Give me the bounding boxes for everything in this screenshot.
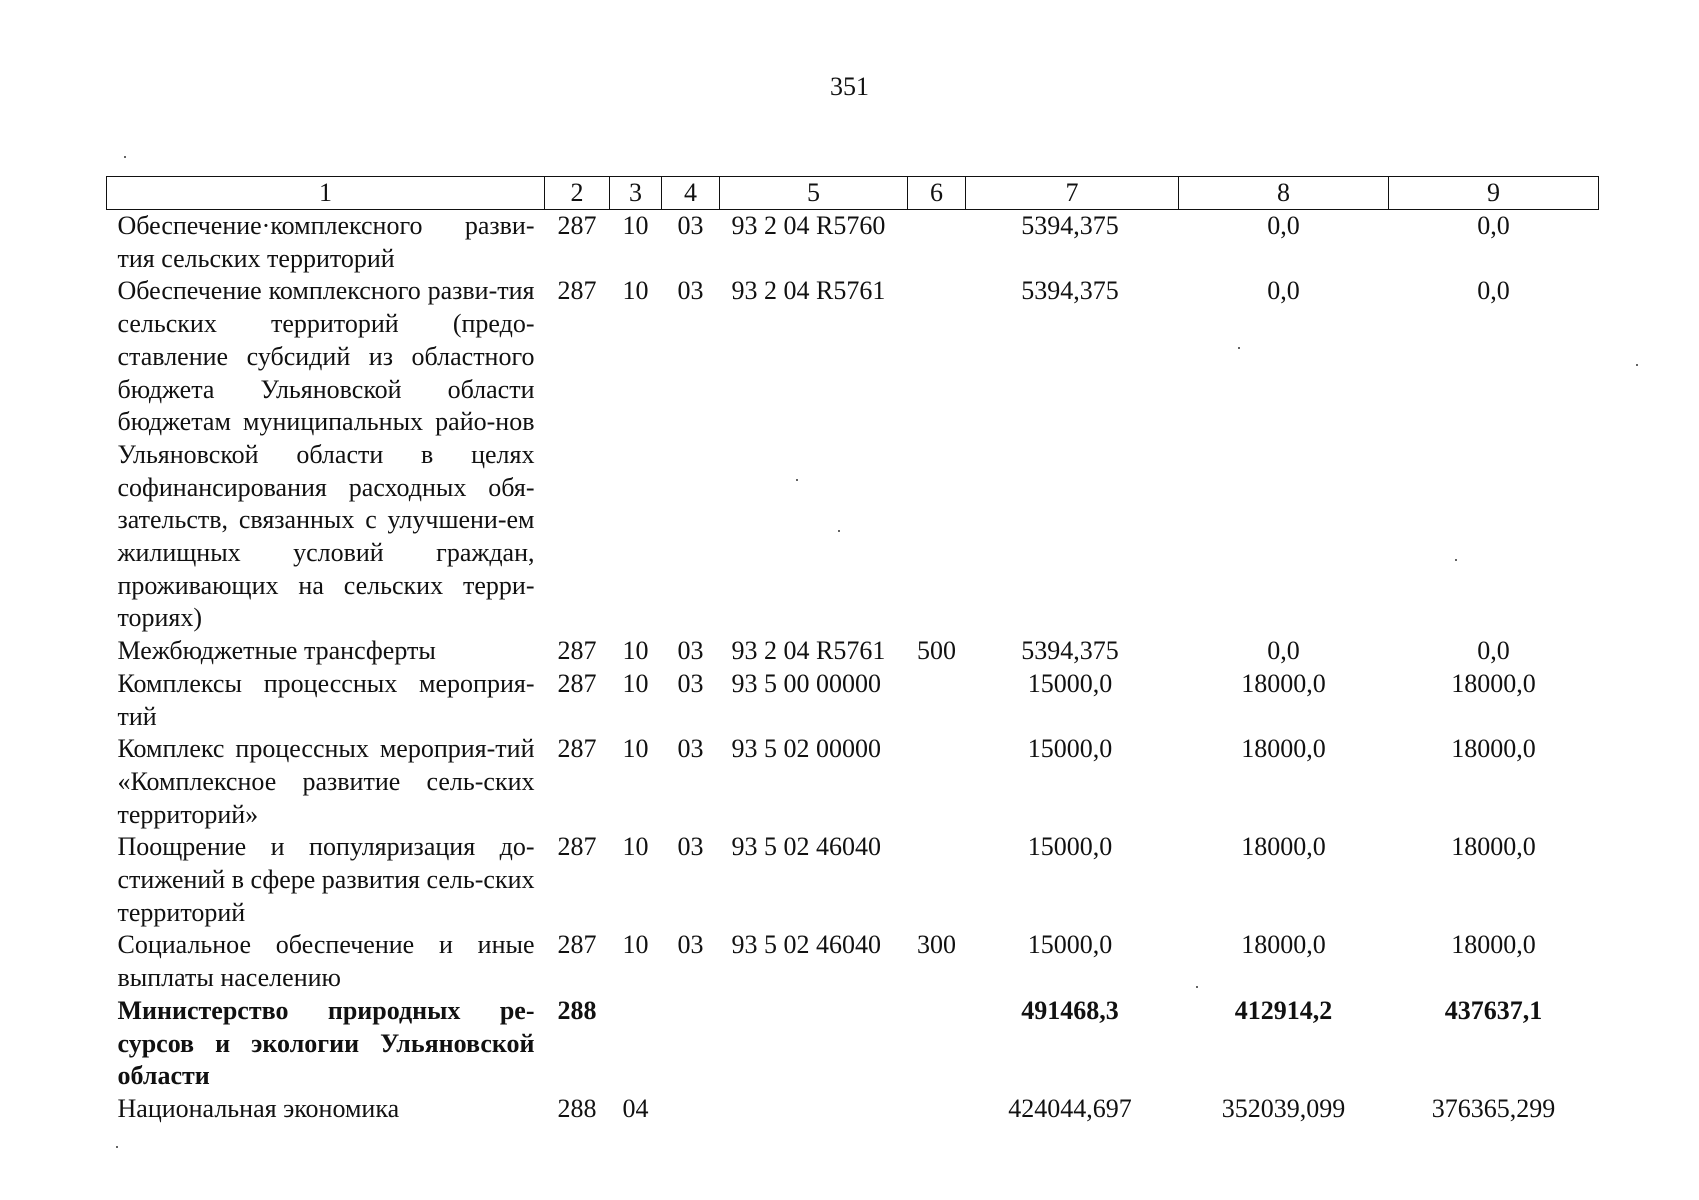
cell-code-4: 03	[677, 211, 704, 240]
cell-code-2: 287	[557, 734, 597, 764]
cell-code-5: 93 2 04 R5761	[731, 636, 886, 666]
table-row	[107, 995, 1599, 1093]
cell-code-6	[908, 995, 966, 1093]
cell-amount-8: 18000,0	[1241, 734, 1326, 764]
cell-code-4: 03	[677, 930, 704, 960]
column-header: 2	[545, 177, 610, 210]
cell-code-4: 03	[677, 276, 704, 306]
cell-code-4: 03	[677, 668, 704, 698]
cell-code-6	[908, 668, 966, 733]
cell-amount-7: 491468,3	[1021, 995, 1119, 1025]
cell-amount-7: 5394,375	[1021, 636, 1119, 666]
cell-amount-9: 0,0	[1477, 636, 1510, 666]
cell-amount-9: 18000,0	[1451, 668, 1536, 698]
table-row	[107, 668, 1599, 733]
scan-speck	[1636, 364, 1638, 366]
cell-code-2: 287	[557, 276, 597, 306]
row-name-cell: Обеспечение комплексного разви-тия сельских территорий (предо-ставление субсидий из областного бюджета Ульяновской области бюджетам муниципальных райо-нов Ульяновской области в целях софинансирования расходных обя-зательств, связанных с улучшени-ем жилищных условий граждан, проживающих на сельских терри-ториях)	[117, 276, 535, 633]
cell-code-3	[610, 995, 662, 1093]
cell-code-6	[908, 733, 966, 831]
table-row	[107, 210, 1599, 276]
cell-code-2: 287	[557, 668, 597, 698]
cell-amount-9: 0,0	[1477, 211, 1510, 240]
cell-code-5: 93 5 00 00000	[731, 668, 881, 698]
cell-code-3: 10	[622, 832, 649, 862]
cell-amount-7: 5394,375	[1021, 276, 1119, 306]
cell-amount-9: 18000,0	[1451, 734, 1536, 764]
cell-amount-8: 18000,0	[1241, 668, 1326, 698]
row-name-cell: Межбюджетные трансферты	[117, 636, 436, 666]
row-name-cell: Комплексы процессных мероприя-тий	[117, 668, 535, 731]
column-header: 8	[1179, 177, 1389, 210]
row-name-cell: Обеспечение·комплексного разви-тия сельских территорий	[117, 211, 535, 273]
cell-code-4	[662, 995, 720, 1093]
cell-code-3: 10	[622, 636, 649, 666]
cell-code-3: 10	[622, 276, 649, 306]
column-header: 1	[107, 177, 545, 210]
cell-amount-7: 15000,0	[1027, 734, 1113, 764]
cell-code-2: 287	[557, 211, 597, 240]
cell-amount-9: 376365,299	[1431, 1093, 1556, 1123]
scan-speck	[116, 1146, 118, 1148]
row-name-cell: Социальное обеспечение и иные выплаты населению	[117, 930, 535, 993]
column-header: 5	[720, 177, 908, 210]
budget-table	[106, 176, 1599, 1126]
cell-code-5	[720, 995, 908, 1093]
cell-amount-8: 18000,0	[1241, 832, 1326, 862]
cell-code-2: 287	[557, 930, 597, 960]
cell-code-6	[908, 210, 966, 276]
cell-amount-9: 0,0	[1477, 276, 1510, 306]
cell-amount-7: 15000,0	[1027, 832, 1113, 862]
cell-code-2: 288	[557, 995, 597, 1025]
cell-code-6: 500	[917, 636, 956, 666]
cell-amount-7: 15000,0	[1027, 668, 1113, 698]
cell-code-2: 288	[557, 1093, 597, 1123]
table-body	[107, 210, 1599, 1126]
cell-code-3: 10	[622, 734, 649, 764]
cell-code-4	[662, 1093, 720, 1126]
table-row	[107, 733, 1599, 831]
row-name-cell: Министерство природных ре-сурсов и экологии Ульяновской области	[117, 995, 535, 1091]
cell-amount-7: 424044,697	[1008, 1093, 1132, 1123]
cell-code-4: 03	[677, 734, 704, 764]
row-name-cell: Комплекс процессных мероприя-тий «Комплексное развитие сель-ских территорий»	[117, 734, 535, 829]
cell-amount-9: 18000,0	[1451, 832, 1536, 862]
cell-amount-7: 5394,375	[1021, 211, 1119, 240]
cell-code-5: 93 2 04 R5761	[731, 276, 886, 306]
table-row	[107, 1093, 1599, 1126]
cell-code-3: 10	[622, 930, 649, 960]
cell-code-5: 93 5 02 46040	[731, 930, 881, 960]
cell-code-5: 93 5 02 46040	[731, 832, 881, 862]
cell-amount-8: 352039,099	[1221, 1093, 1346, 1123]
cell-amount-8: 412914,2	[1234, 995, 1333, 1025]
table-row	[107, 929, 1599, 994]
cell-code-6	[908, 1093, 966, 1126]
cell-code-5	[720, 1093, 908, 1126]
cell-code-2: 287	[557, 832, 597, 862]
cell-code-5: 93 2 04 R5760	[731, 211, 886, 240]
column-header: 6	[908, 177, 966, 210]
scan-speck	[124, 156, 126, 158]
column-header: 9	[1389, 177, 1599, 210]
cell-amount-9: 18000,0	[1451, 930, 1536, 960]
row-name-cell: Национальная экономика	[117, 1093, 400, 1123]
cell-code-6	[908, 275, 966, 635]
cell-code-4: 03	[677, 832, 704, 862]
page-number: 351	[830, 72, 869, 101]
cell-code-5: 93 5 02 00000	[731, 734, 881, 764]
cell-code-2: 287	[557, 636, 597, 666]
cell-code-6	[908, 831, 966, 929]
table-row	[107, 275, 1599, 635]
cell-amount-8: 0,0	[1267, 276, 1300, 306]
cell-code-3: 04	[622, 1093, 649, 1123]
table-row	[107, 831, 1599, 929]
row-name-cell: Поощрение и популяризация до-стижений в сфере развития сель-ских территорий	[117, 832, 535, 927]
cell-amount-7: 15000,0	[1027, 930, 1113, 960]
cell-amount-8: 0,0	[1267, 211, 1300, 240]
cell-code-4: 03	[677, 636, 704, 666]
table-header-row	[107, 177, 1599, 210]
column-header: 3	[610, 177, 662, 210]
column-header: 7	[966, 177, 1179, 210]
cell-code-3: 10	[622, 211, 649, 240]
cell-code-6: 300	[917, 930, 956, 960]
column-header: 4	[662, 177, 720, 210]
cell-code-3: 10	[622, 668, 649, 698]
cell-amount-8: 18000,0	[1241, 930, 1326, 960]
cell-amount-9: 437637,1	[1444, 995, 1543, 1025]
table-row	[107, 635, 1599, 668]
cell-amount-8: 0,0	[1267, 636, 1300, 666]
